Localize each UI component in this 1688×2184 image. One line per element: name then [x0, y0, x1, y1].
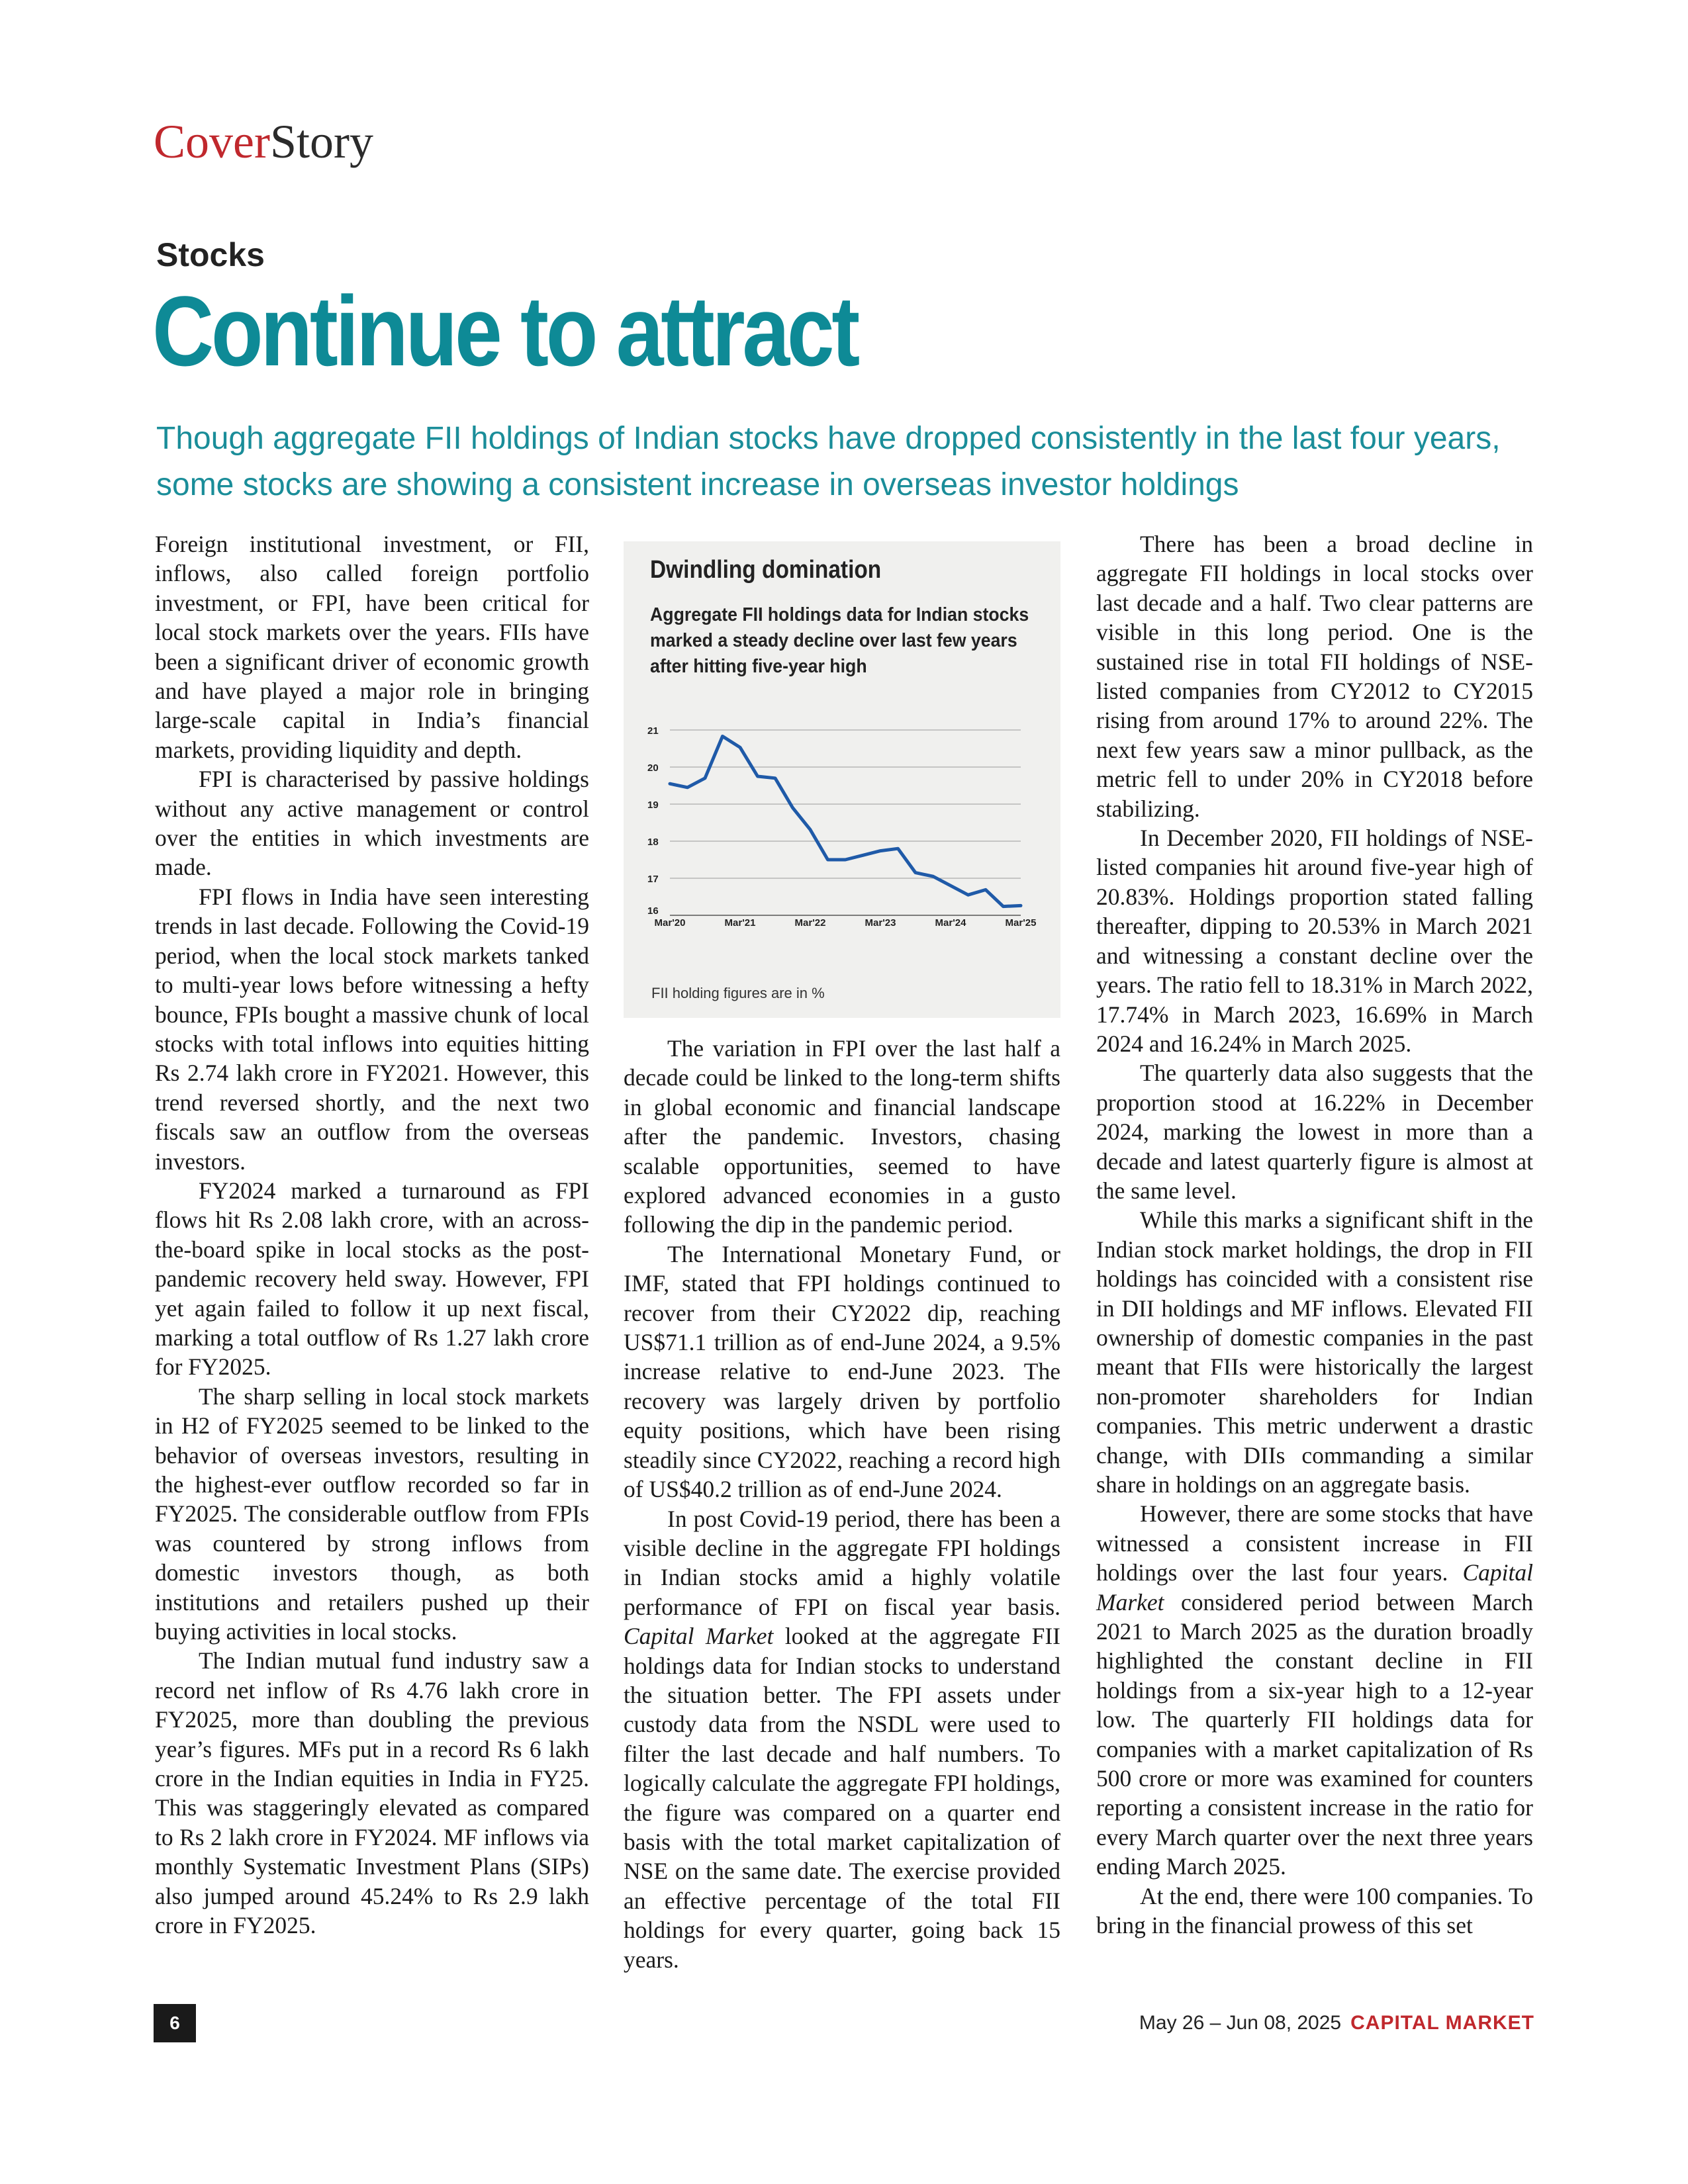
paragraph: There has been a broad decline in aggregate FII holdings in local stocks over last decade and a half. Two clear patterns are visible in this long period. One is the sustained rise in total FII holdings of NSE-listed companies from CY2012 to CY2015 rising from around 17% to around 22%. The next few years saw a minor pullback, as the metric fell to under 20% in CY2018 before stabilizing.	[1096, 531, 1533, 822]
y-tick-label: 20	[647, 762, 659, 774]
chart-box	[624, 541, 1060, 1018]
y-tick-label: 21	[647, 725, 659, 737]
paragraph: The Indian mutual fund industry saw a record net inflow of Rs 4.76 lakh crore in FY2025, more than doubling the previous year’s figures. MFs put in a record Rs 6 lakh crore in the Indian equities in India in FY25. This was staggeringly elevated as compared to Rs 2 lakh crore in FY2024. MF inflows via monthly Systematic Investment Plans (SIPs) also jumped around 45.24% to Rs 2.9 lakh crore in FY2025.	[155, 1647, 589, 1939]
kicker: Stocks	[156, 236, 265, 273]
publication-name: Capital Market	[1096, 1559, 1533, 1615]
publication-name: Capital Market	[624, 1623, 774, 1650]
paragraph	[1096, 1499, 1533, 1881]
paragraph: At the end, there were 100 companies. To bring in the financial prowess of this set	[1096, 1882, 1533, 1939]
chart-title: Dwindling domination	[650, 556, 882, 584]
x-tick-label: Mar'23	[865, 917, 896, 929]
fii-holdings-series-line	[670, 737, 1021, 907]
x-tick-label: Mar'22	[794, 917, 826, 929]
column-3	[1096, 529, 1533, 1940]
paragraph: The quarterly data also suggests that the proportion stood at 16.22% in December 2024, marking the lowest in more than a decade and latest quarterly figure is almost at the same level.	[1096, 1060, 1533, 1204]
paragraph-text: looked at the aggregate FII holdings data for Indian stocks to understand the situation better. The FPI assets under custody data from the NSDL were used to filter the last decade and half numbers. To logically calculate the aggregate FPI holdings, the figure was compared on a quarter end basis with the total market capitalization of NSE on the same date. The exercise provided an effective percentage of the total FII holdings for every quarter, going back 15 years.	[624, 1623, 1061, 1973]
section-tag-story: Story	[269, 115, 373, 168]
paragraph: In December 2020, FII holdings of NSE-listed companies hit around five-year high of 20.83%. Holdings proportion stated falling thereafter, dipping to 20.53% in March 2021 and witnessing a constant decline over the years. The ratio fell to 18.31% in March 2022, 17.74% in March 2023, 16.69% in March 2024 and 16.24% in March 2025.	[1096, 825, 1533, 1057]
paragraph: The International Monetary Fund, or IMF, stated that FPI holdings continued to recover from their CY2022 dip, reaching US$71.1 trillion as of end-June 2024, a 9.5% increase relative to end-June 2023. The recovery was largely driven by portfolio equity positions, which have been rising steadily since CY2022, reaching a record high of US$40.2 trillion as of end-June 2024.	[624, 1240, 1060, 1503]
paragraph: Foreign institutional investment, or FII, inflows, also called foreign portfolio investment, or FPI, have been critical for local stock markets over the years. FIIs have been a significant driver of economic growth and have played a major role in bringing large-scale capital in India’s financial markets, providing liquidity and depth.	[155, 531, 589, 763]
paragraph-text: However, there are some stocks that have witnessed a consistent increase in FII holdings over the last four years.	[1096, 1500, 1533, 1586]
y-tick-label: 17	[647, 874, 659, 885]
y-tick-label: 18	[647, 837, 659, 848]
paragraph: The variation in FPI over the last half a decade could be linked to the long-term shifts in global economic and financial landscape after the pandemic. Investors, chasing scalable opportunities, seemed to have explored advanced economies in a gusto following the dip in the pandemic period.	[624, 1035, 1060, 1238]
paragraph-text: considered period between March 2021 to March 2025 as the duration broadly highlighted the constant decline in FII holdings from a six-year high to a 12-year low. The quarterly FII holdings data for companies with a market capitalization of Rs 500 crore or more was examined for counters reporting a consistent increase in the ratio for every March quarter over the next three years ending March 2025.	[1096, 1588, 1533, 1880]
paragraph: FPI is characterised by passive holdings without any active management or control over the entities in which investments are made.	[155, 766, 589, 881]
fii-holdings-line-chart	[624, 541, 1060, 1018]
section-tag-cover: Cover	[154, 115, 270, 168]
x-tick-label: Mar'24	[935, 917, 966, 929]
paragraph-text: In post Covid-19 period, there has been a visible decline in the aggregate FPI holdings in Indian stocks amid a highly volatile performance of FPI on fiscal year basis.	[624, 1505, 1060, 1620]
deck: Though aggregate FII holdings of Indian stocks have dropped consistently in the last four years, some stocks are showing a consistent increase in overseas investor holdings	[156, 421, 1501, 502]
paragraph: FPI flows in India have seen interesting trends in last decade. Following the Covid-19 period, when the local stock markets tanked to multi-year lows before witnessing a hefty bounce, FPIs bought a massive chunk of local stocks with total inflows into equities hitting Rs 2.74 lakh crore in FY2021. However, this trend reversed shortly, and the next two fiscals saw an outflow from the overseas investors.	[155, 883, 589, 1175]
column-2	[624, 1034, 1060, 1974]
x-tick-label: Mar'21	[724, 917, 756, 929]
paragraph	[624, 1504, 1060, 1975]
x-tick-label: Mar'25	[1005, 917, 1037, 929]
headline: Continue to attract	[152, 275, 857, 387]
issue-date: May 26 – Jun 08, 2025	[1139, 2012, 1342, 2034]
page-number: 6	[154, 2004, 196, 2042]
y-tick-label: 19	[647, 799, 659, 811]
paragraph: While this marks a significant shift in the Indian stock market holdings, the drop in FII holdings has coincided with a consistent rise in DII holdings and MF inflows. Elevated FII ownership of domestic companies in the past meant that FIIs were historically the largest non-promoter shareholders for Indian companies. This metric underwent a drastic change, with DIIs commanding a similar share in holdings on an aggregate basis.	[1096, 1206, 1533, 1498]
column-1	[155, 529, 589, 1940]
footer-dateline	[1139, 2012, 1534, 2034]
paragraph: FY2024 marked a turnaround as FPI flows hit Rs 2.08 lakh crore, with an across-the-board spike in local stocks as the post-pandemic recovery held sway. However, FPI yet again failed to follow it up next fiscal, marking a total outflow of Rs 1.27 lakh crore for FY2025.	[155, 1177, 589, 1381]
publication-title: CAPITAL MARKET	[1350, 2012, 1534, 2034]
chart-note: FII holding figures are in %	[651, 985, 825, 1001]
x-tick-label: Mar'20	[654, 917, 686, 929]
paragraph: The sharp selling in local stock markets in H2 of FY2025 seemed to be linked to the behavior of overseas investors, resulting in the highest-ever outflow recorded so far in FY2025. The considerable outflow from FPIs was countered by strong inflows from domestic investors though, as both institutions and retailers pushed up their buying activities in local stocks.	[155, 1383, 589, 1645]
y-tick-label: 16	[647, 905, 659, 917]
section-tag	[154, 115, 373, 168]
chart-subtitle: Aggregate FII holdings data for Indian stocks marked a steady decline over last few years after hitting five-year high	[650, 604, 1029, 677]
